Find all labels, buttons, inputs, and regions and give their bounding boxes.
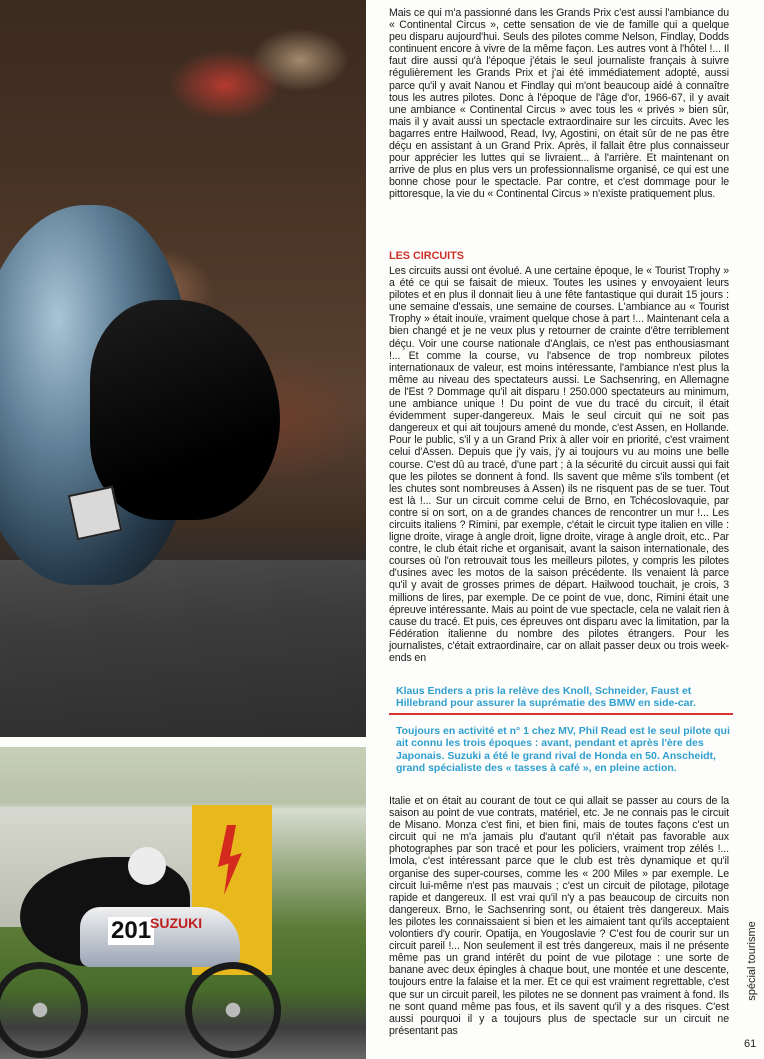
circuits-paragraph: Les circuits aussi ont évolué. A une certaine époque, le « Tourist Trophy » a été ce qui se faisait de mieux. Toutes les usines y envoyaient leurs pilotes et en plus il donnait lieu à une fête fantastique qui durait 15 jours : une semaine d'essais, une semaine de courses. L'ambiance au « Tourist Trophy » était inouïe, vraiment quelque chose à part !... Maintenant cela a bien changé et je ne veux plus y retourner de crainte d'être terriblement déçu. Voir une course nationale d'Anglais, ce n'est pas enthousiasmant !... Et comme la course, vu l'absence de trop nombreux pilotes internationaux de valeur, est moins intéressante, l'ambiance n'est plus la même au niveau des spectateurs aussi. Le Sachsenring, en Allemagne de l'Est ? Dommage qu'il ait disparu ! 250.000 spectateurs au minimum, une ambiance unique ! Du point de vue du tracé du circuit, il était évidemment super-dangereux. Mais le seul circuit qui ne soit pas dangereux et qui ait toujours amené du monde, c'est Assen, en Hollande. Pour le public, s'il y a un Grand Prix à aller voir en priorité, c'est vraiment celui d'Assen. Depuis que j'y vais, j'y ai toujours vu au moins une belle course. C'est dû au tracé, d'une part ; à la sécurité du circuit aussi qui fait que les pilotes se donnent à fond. Ils savent que même s'ils tombent (et les chutes sont nombreuses à Assen) ils ne risquent pas de se tuer. Tout est là !... Sur un circuit comme celui de Brno, en Tchécoslovaquie, par contre si on sort, on a de grandes chances de rencontrer un mur !... Les circuits italiens ? Rimini, par exemple, c'était le circuit type italien en ville : ligne droite, virage à angle droit, ligne droite, virage à angle droit, etc.. Par contre, le club était riche et organisait, avant la saison internationale, des courses où l'on retrouvait tous les meilleurs pilotes, y compris les pilotes d'usines avec les motos de la saison précédente. Ils venaient là parce qu'il y avait de grosses primes de départ. Hailwood touchait, je crois, 3 millions de lires, par exemple. De ce point de vue, donc, Rimini était une épreuve intéressante. Mais au point de vue spectacle, cela ne valait rien à cause du tracé. Et puis, ces épreuves ont disparu avec la limitation, par la Fédération italienne du nombre des pilotes étrangers. Pour les journalistes, c'était extraordinaire, car on allait passer deux ou trois week-ends en: [389, 265, 729, 664]
photo-helmet-rider: [0, 0, 366, 737]
photo-suzuki-racer: [0, 747, 366, 1059]
intro-paragraph: Mais ce qui m'a passionné dans les Grands Prix c'est aussi l'ambiance du « Continental Circus », cette sensation de vie de famille qui a quelque peu disparu aujourd'hui. Seuls des pilotes comme Nelson, Findlay, Dodds continuent encore à vivre de la même façon. Les autres vont à l'hôtel !... Il faut dire aussi qu'à l'époque j'étais le seul journaliste français à suivre régulièrement les Grands Prix et j'ai été immédiatement adopté, aussi parce qu'il y avait Nanou et Findlay qui m'ont beaucoup aidé à connaître tous les autres pilotes. Donc à l'époque de l'âge d'or, 1966-67, il y avait une ambiance « Continental Circus » avec tous les « privés » bien sûr, mais il y avait aussi un spectacle extraordinaire sur les circuits. Avec les bagarres entre Hailwood, Read, Ivy, Agostini, on était sûr de ne pas être déçu en assistant à un Grand Prix. Après, il fallait être plus connaisseur pour apprécier les luttes qui se livraient... à l'arrière. Et maintenant on arrive de plus en plus vers un professionnalisme organisé, ce qui est une bonne chose pour le spectacle. Par contre, et c'est dommage pour le pittoresque, la vie du « Continental Circus » n'existe pratiquement plus.: [389, 7, 729, 201]
visor: [90, 300, 280, 520]
rider-helmet: [128, 847, 166, 885]
front-wheel: [185, 962, 281, 1058]
continuation-column: [389, 795, 729, 1037]
caption-divider: [389, 713, 733, 715]
side-label: [742, 900, 762, 1040]
brand-lettering: SUZUKI: [150, 915, 203, 931]
rear-wheel: [0, 962, 88, 1058]
side-label-text: spécial tourisme: [746, 921, 758, 1001]
page-number: 61: [744, 1038, 757, 1050]
caption-enders: Klaus Enders a pris la relève des Knoll, Schneider, Faust et Hillebrand pour assurer la suprématie des BMW en side-car.: [396, 685, 696, 710]
caption-read-suzuki: Toujours en activité et n° 1 chez MV, Phil Read est le seul pilote qui ait connu les trois époques : avant, pendant et après l'ère des Japonais. Suzuki a été le grand rival de Honda en 50. Anscheidt, grand spécialiste des « tasses à café », en pleine action.: [396, 725, 730, 774]
section-title: LES CIRCUITS: [389, 250, 464, 262]
continuation-paragraph: Italie et on était au courant de tout ce qui allait se passer au cours de la saison au point de vue contrats, matériel, etc. Je ne connais pas le circuit de Misano. Monza c'est fini, et bien fini, mais de toutes façons c'est un circuit qui ne m'a jamais plu d'autant qu'il n'était pas favorable aux photographes par son tracé et pour les policiers, vraiment trop zélés !... Imola, c'est intéressant parce que le club est très dynamique et qu'il organise des super-courses, comme les « 200 Miles » par exemple. Le circuit lui-même n'est pas mauvais ; c'est un circuit de pilotage, pilotage rapide et dangereux. Il est vrai qu'il n'y a pas beaucoup de circuits non dangereux. Brno, le Sachsenring sont, ou étaient très dangereux. Mais les pilotes les connaissaient si bien et les aimaient tant qu'ils acceptaient volontiers d'y courir. Opatija, en Yougoslavie ? C'est fou de courir sur un circuit pareil !... Non seulement il est très dangereux, mais il ne présente même pas un grand intérêt du point de vue pilotage : une sorte de banane avec deux épingles à chaque bout, une montée et une descente, toujours entre la falaise et la mer. Et ce qui est vraiment regrettable, c'est que sur un circuit pareil, les pilotes ne se donnent pas vraiment à fond. Ils ne sont quand même pas fous, et ils savent qu'il y a des risques. C'est aussi pourquoi il y a toujours plus de spectacle sur un circuit ne présentant pas: [389, 795, 729, 1037]
intro-column: [389, 7, 729, 201]
race-number: 201: [108, 917, 154, 945]
helmet-sticker: [68, 486, 123, 541]
circuits-column: [389, 265, 729, 664]
track-surface: [0, 560, 366, 737]
